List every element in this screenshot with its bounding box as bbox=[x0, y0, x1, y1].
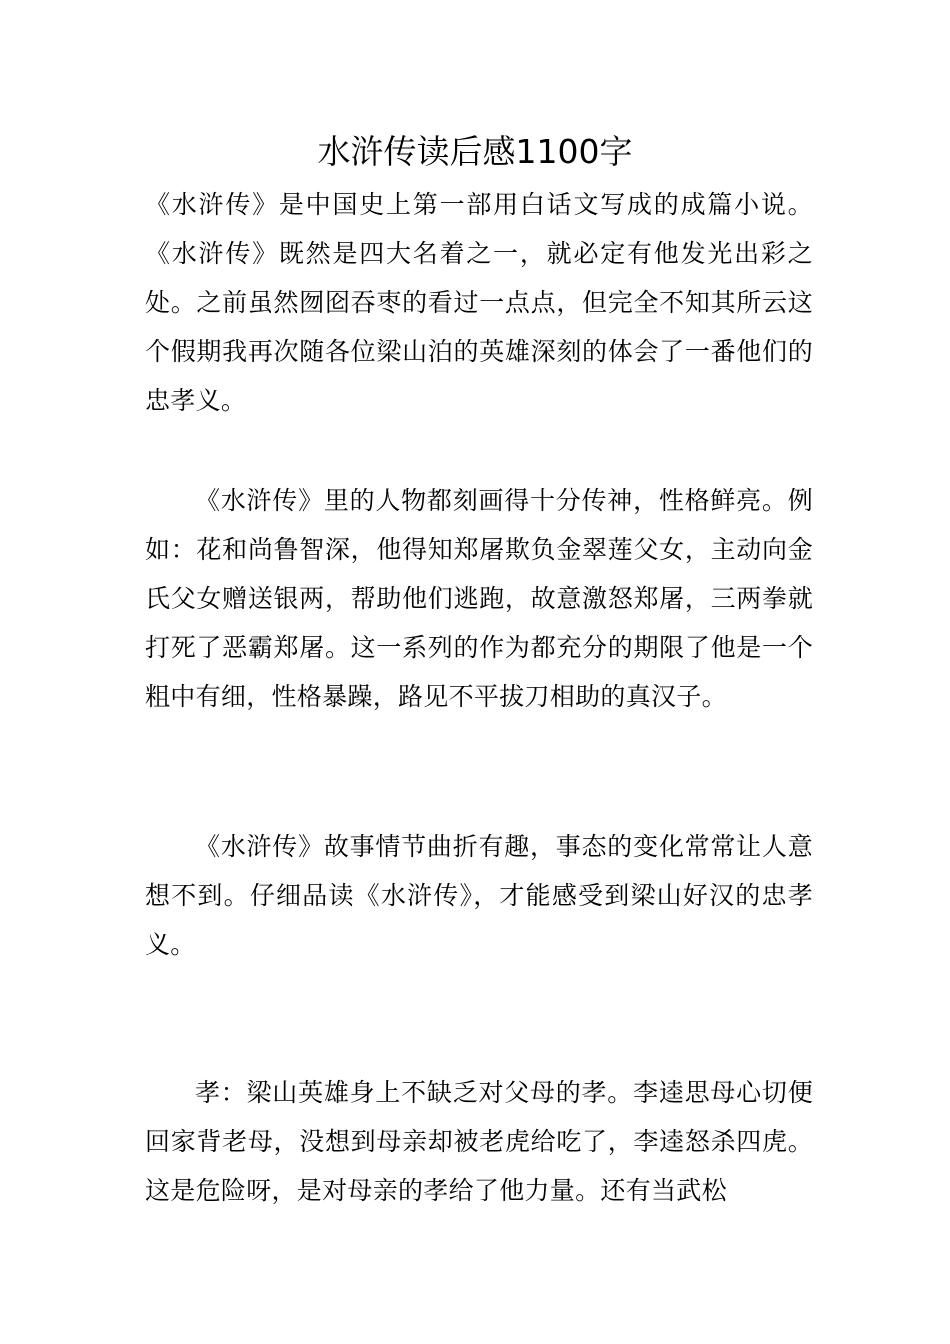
paragraph-characters: 《水浒传》里的人物都刻画得十分传神，性格鲜亮。例如：花和尚鲁智深，他得知郑屠欺负金翠莲父女，主动向金氏父女赠送银两，帮助他们逃跑，故意激怒郑屠，三两拳就打死了恶霸郑屠。这一系列的作为都充分的期限了他是一个粗中有细，性格暴躁，路见不平拔刀相助的真汉子。 bbox=[145, 486, 813, 711]
paragraph-intro: 《水浒传》是中国史上第一部用白话文写成的成篇小说。《水浒传》既然是四大名着之一，就必定有他发光出彩之处。之前虽然囫囵吞枣的看过一点点，但完全不知其所云这个假期我再次随各位梁山泊的英雄深刻的体会了一番他们的忠孝义。 bbox=[145, 190, 813, 415]
paragraph-plot: 《水浒传》故事情节曲折有趣，事态的变化常常让人意想不到。仔细品读《水浒传》，才能感受到梁山好汉的忠孝义。 bbox=[145, 832, 813, 959]
paragraph-filial-piety: 孝：梁山英雄身上不缺乏对父母的孝。李逵思母心切便回家背老母，没想到母亲却被老虎给吃了，李逵怒杀四虎。这是危险呀，是对母亲的孝给了他力量。还有当武松 bbox=[145, 1078, 813, 1205]
document-title: 水浒传读后感1100字 bbox=[317, 132, 633, 171]
